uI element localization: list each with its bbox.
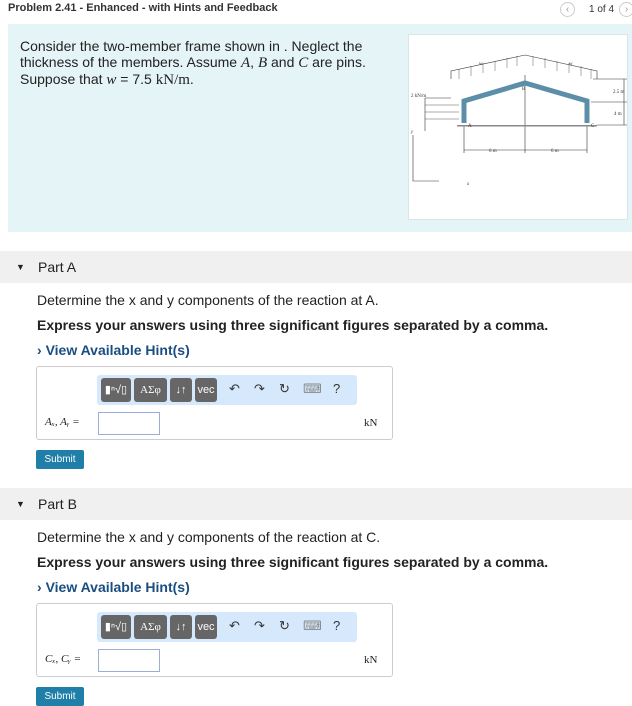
y-axis-label: y (411, 130, 414, 135)
greek-button[interactable]: ΑΣφ (134, 615, 167, 639)
collapse-icon: ▼ (16, 262, 25, 272)
templates-button[interactable]: ▮ⁿ√▯ (101, 378, 131, 402)
arrows-button[interactable]: ↓↑ (170, 615, 192, 639)
redo-icon[interactable]: ↷ (254, 618, 265, 633)
part-a-question: Determine the x and y components of the reaction at A. (37, 292, 379, 308)
answer-label: Cₓ, Cᵧ = (45, 653, 82, 665)
problem-title: Problem 2.41 - Enhanced - with Hints and Feedback (8, 2, 278, 14)
prev-problem-button[interactable]: ‹ (560, 2, 575, 17)
point-c-label: C (591, 124, 595, 129)
undo-icon[interactable]: ↶ (229, 618, 240, 633)
math-toolbar (97, 375, 357, 405)
point-b-label: B (522, 87, 526, 92)
intro-line: Suppose that w = 7.5 kN/m. (20, 71, 194, 88)
arrows-button[interactable]: ↓↑ (170, 378, 192, 402)
unit-label: kN (364, 417, 378, 429)
problem-intro (8, 24, 632, 232)
collapse-icon: ▼ (16, 499, 25, 509)
part-b-label: Part B (38, 496, 77, 512)
part-b-header[interactable] (0, 488, 632, 520)
keyboard-icon[interactable]: ⌨ (303, 618, 322, 633)
frame-figure (408, 34, 628, 220)
next-problem-button[interactable]: › (619, 2, 632, 17)
undo-icon[interactable]: ↶ (229, 381, 240, 396)
part-a-hint-link[interactable]: › View Available Hint(s) (37, 342, 190, 358)
part-a-header[interactable] (0, 251, 632, 283)
reset-icon[interactable]: ↻ (279, 618, 290, 633)
x-axis-label: x (467, 182, 470, 187)
part-b-question: Determine the x and y components of the reaction at C. (37, 529, 381, 545)
part-b-instruction: Express your answers using three significant figures separated by a comma. (37, 554, 549, 570)
part-b-hint-link[interactable]: › View Available Hint(s) (37, 579, 190, 595)
help-icon[interactable]: ? (333, 381, 341, 396)
point-a-label: A (468, 124, 472, 129)
frame-diagram (409, 35, 629, 221)
help-icon[interactable]: ? (333, 618, 341, 633)
dim-label: 4 m (614, 112, 622, 117)
intro-line: Consider the two-member frame shown in . Neglect the (20, 38, 363, 54)
part-a-label: Part A (38, 259, 77, 275)
unit-label: kN (364, 654, 378, 666)
vec-button[interactable]: vec (195, 615, 217, 639)
math-toolbar (97, 612, 357, 642)
intro-line: thickness of the members. Assume A, B and C are pins. (20, 54, 366, 71)
dim-label: 6 m (551, 149, 559, 154)
vec-button[interactable]: vec (195, 378, 217, 402)
answer-label: Aₓ, Aᵧ = (45, 416, 80, 428)
part-b-answer-box (36, 603, 393, 677)
pager: 1 of 4 (589, 4, 615, 15)
w-label: w (479, 62, 483, 67)
reset-icon[interactable]: ↻ (279, 381, 290, 396)
part-a-instruction: Express your answers using three significant figures separated by a comma. (37, 317, 549, 333)
greek-button[interactable]: ΑΣφ (134, 378, 167, 402)
part-a-submit-button[interactable]: Submit (36, 450, 84, 469)
dim-label: 6 m (489, 149, 497, 154)
answer-input[interactable] (98, 649, 160, 672)
part-b-submit-button[interactable]: Submit (36, 687, 84, 706)
load-label: 2 kN/m (411, 94, 427, 99)
intro-text (20, 38, 390, 88)
answer-input[interactable] (98, 412, 160, 435)
keyboard-icon[interactable]: ⌨ (303, 381, 322, 396)
w-label: w (569, 62, 573, 67)
dim-label: 2.5 m (613, 90, 625, 95)
templates-button[interactable]: ▮ⁿ√▯ (101, 615, 131, 639)
redo-icon[interactable]: ↷ (254, 381, 265, 396)
part-a-answer-box (36, 366, 393, 440)
